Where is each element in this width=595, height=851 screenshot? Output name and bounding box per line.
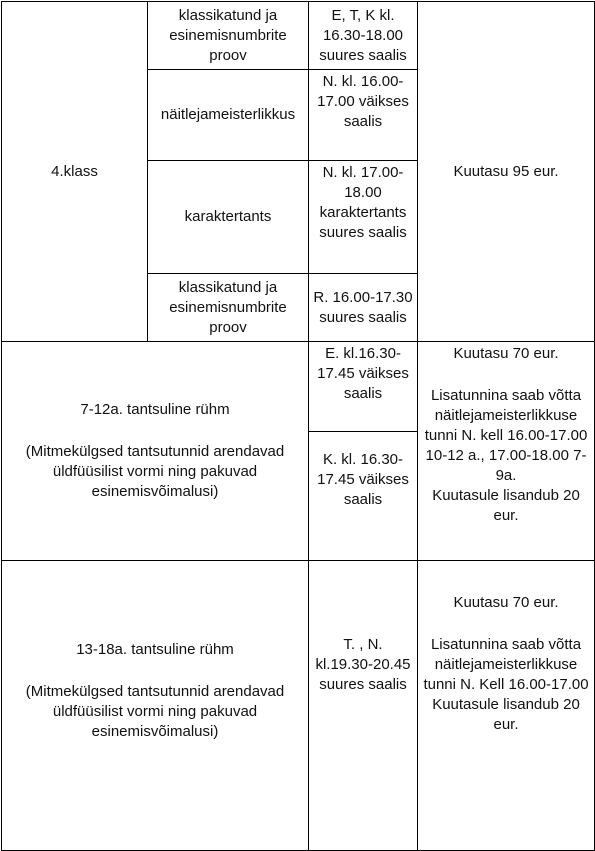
class4-time-1: E, T, K kl. 16.30-18.00 suures saalis <box>309 2 418 70</box>
group-13-18-fee-cell <box>418 561 595 851</box>
class4-fee: Kuutasu 95 eur. <box>418 2 595 342</box>
group-13-18-info <box>2 561 309 851</box>
group-13-18-time: T. , N. kl.19.30-20.45 suures saalis <box>309 561 418 851</box>
group-7-12-extra: Lisatunnina saab võtta näitlejameisterlikkuse tunni N. kell 16.00-17.00 10-12 a., 17.00-18.00 7-9a. <box>424 387 588 484</box>
class4-subject-1: klassikatund ja esinemisnumbrite proov <box>148 2 309 70</box>
group-7-12-fee-note: Kuutasule lisandub 20 eur. <box>432 487 580 524</box>
group-13-18-fee-note: Kuutasule lisandub 20 eur. <box>432 696 580 733</box>
class4-time-2: N. kl. 16.00-17.00 väikses saalis <box>309 70 418 161</box>
class4-time-4: R. 16.00-17.30 suures saalis <box>309 274 418 342</box>
group-7-12-fee: Kuutasu 70 eur. <box>453 345 559 362</box>
class4-subject-3: karaktertants <box>148 161 309 274</box>
group-7-12-description: (Mitmekülgsed tantsutunnid arendavad üldfüüsilist vormi ning pakuvad esinemisvõimalusi) <box>25 443 285 500</box>
group-13-18-extra: Lisatunnina saab võtta näitlejameisterlikkuse tunni N. Kell 16.00-17.00 <box>423 636 589 693</box>
group-13-18-title: 13-18a. tantsuline rühm <box>76 641 234 658</box>
group-7-12-time-1: E. kl.16.30-17.45 väikses saalis <box>309 342 418 432</box>
group-7-12-fee-cell <box>418 342 595 561</box>
group-7-12-time-2: K. kl. 16.30-17.45 väikses saalis <box>309 432 418 561</box>
group-7-12-info <box>2 342 309 561</box>
schedule-table <box>1 1 595 851</box>
group-13-18-description: (Mitmekülgsed tantsutunnid arendavad üldfüüsilist vormi ning pakuvad esinemisvõimalusi) <box>25 683 285 740</box>
group-7-12-title: 7-12a. tantsuline rühm <box>80 401 230 418</box>
class4-time-3: N. kl. 17.00-18.00 karaktertants suures saalis <box>309 161 418 274</box>
class4-row-1 <box>2 2 595 70</box>
class4-subject-2: näitlejameisterlikkus <box>148 70 309 161</box>
group-13-18-row <box>2 561 595 851</box>
class4-label: 4.klass <box>2 2 148 342</box>
group-13-18-fee: Kuutasu 70 eur. <box>453 594 559 611</box>
group-7-12-row-1 <box>2 342 595 432</box>
class4-subject-4: klassikatund ja esinemisnumbrite proov <box>148 274 309 342</box>
